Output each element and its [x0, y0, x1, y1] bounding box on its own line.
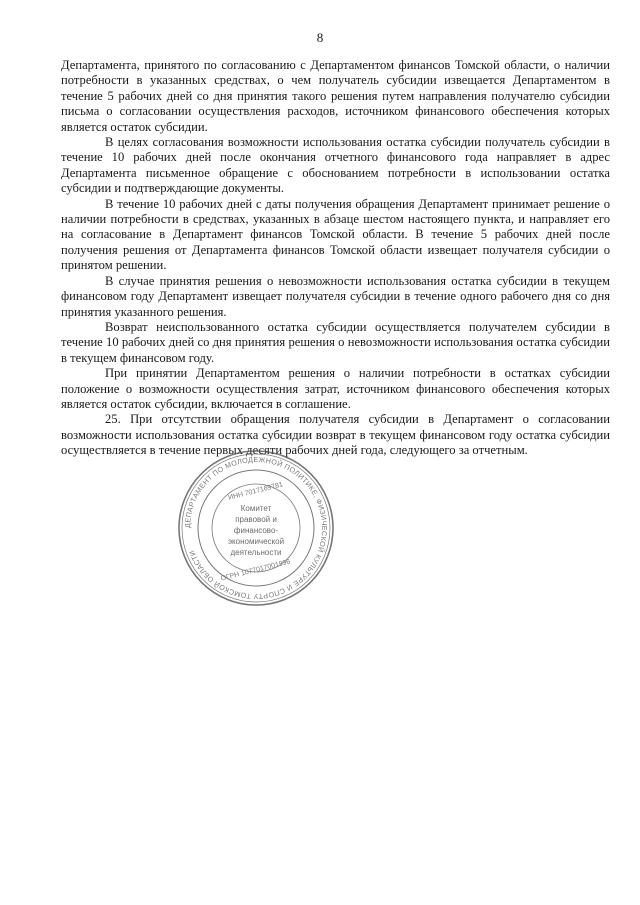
paragraph-refund: Возврат неиспользованного остатка субсидии осуществляется получателем субсидии в течение 10 рабочих дней со дня принятия решения о невозможности использования остатка субсидии в текущем финансовом году. [61, 319, 610, 365]
stamp-ogrn: ОГРН 1077017001996 [220, 558, 292, 583]
page-number: 8 [316, 30, 324, 45]
paragraph-decision-timeline: В течение 10 рабочих дней с даты получения обращения Департамент принимает решение о наличии потребности в средствах, указанных в абзаце шестом настоящего пункта, и направляет его на согласование в Департамент финансов Томской области. В течение 5 рабочих дней после получения решения от Департамента финансов Томской области извещает получателя субсидии о принятом решении. [61, 196, 610, 273]
paragraph-clause-25: 25. При отсутствии обращения получателя субсидии в Департамент о согласовании возможности использования остатка субсидии возврат в текущем финансовом году остатка субсидии осуществляется в течение первых десяти рабочих дней года, следующего за отчетным. [61, 412, 610, 458]
document-body [61, 58, 610, 459]
paragraph-continuation: Департамента, принятого по согласованию с Департаментом финансов Томской области, о наличии потребности в указанных средствах, о чем получатель субсидии извещается Департаментом в течение 5 рабочих дней со дня принятия такого решения путем направления получателю субсидии письма о согласовании осуществления расходов, источником финансового обеспечения которых является остаток субсидии. [61, 58, 610, 134]
stamp-center-line: Комитет [240, 504, 272, 513]
stamp-outer-ring-text: ДЕПАРТАМЕНТ ПО МОЛОДЕЖНОЙ ПОЛИТИКЕ, ФИЗИЧЕСКОЙ КУЛЬТУРЕ И СПОРТУ ТОМСКОЙ ОБЛАСТИ [182, 454, 330, 602]
stamp-inn: ИНН 7017169781 [227, 481, 284, 502]
paragraph-approval-request: В целях согласования возможности использования остатка субсидии получатель субсидии в течение 10 рабочих дней после окончания отчетного финансового года направляет в адрес Департамента письменное обращение с обоснованием потребности в использовании остатка субсидии и подтверждающие документы. [61, 135, 610, 196]
paragraph-impossibility-notice: В случае принятия решения о невозможности использования остатка субсидии в текущем финансовом году Департамент извещает получателя субсидии в течение одного рабочего дня со дня принятия указанного решения. [61, 273, 610, 319]
official-stamp [176, 448, 336, 608]
stamp-center-line: правовой и [235, 515, 277, 524]
stamp-center-line: экономической [227, 537, 285, 546]
paragraph-agreement-inclusion: При принятии Департаментом решения о наличии потребности в остатках субсидии положение о возможности осуществления затрат, источником финансового обеспечения которых является остаток субсидии, включается в соглашение. [61, 366, 610, 411]
stamp-center-line: деятельности [230, 548, 282, 557]
stamp-center-line: финансово- [233, 526, 279, 535]
